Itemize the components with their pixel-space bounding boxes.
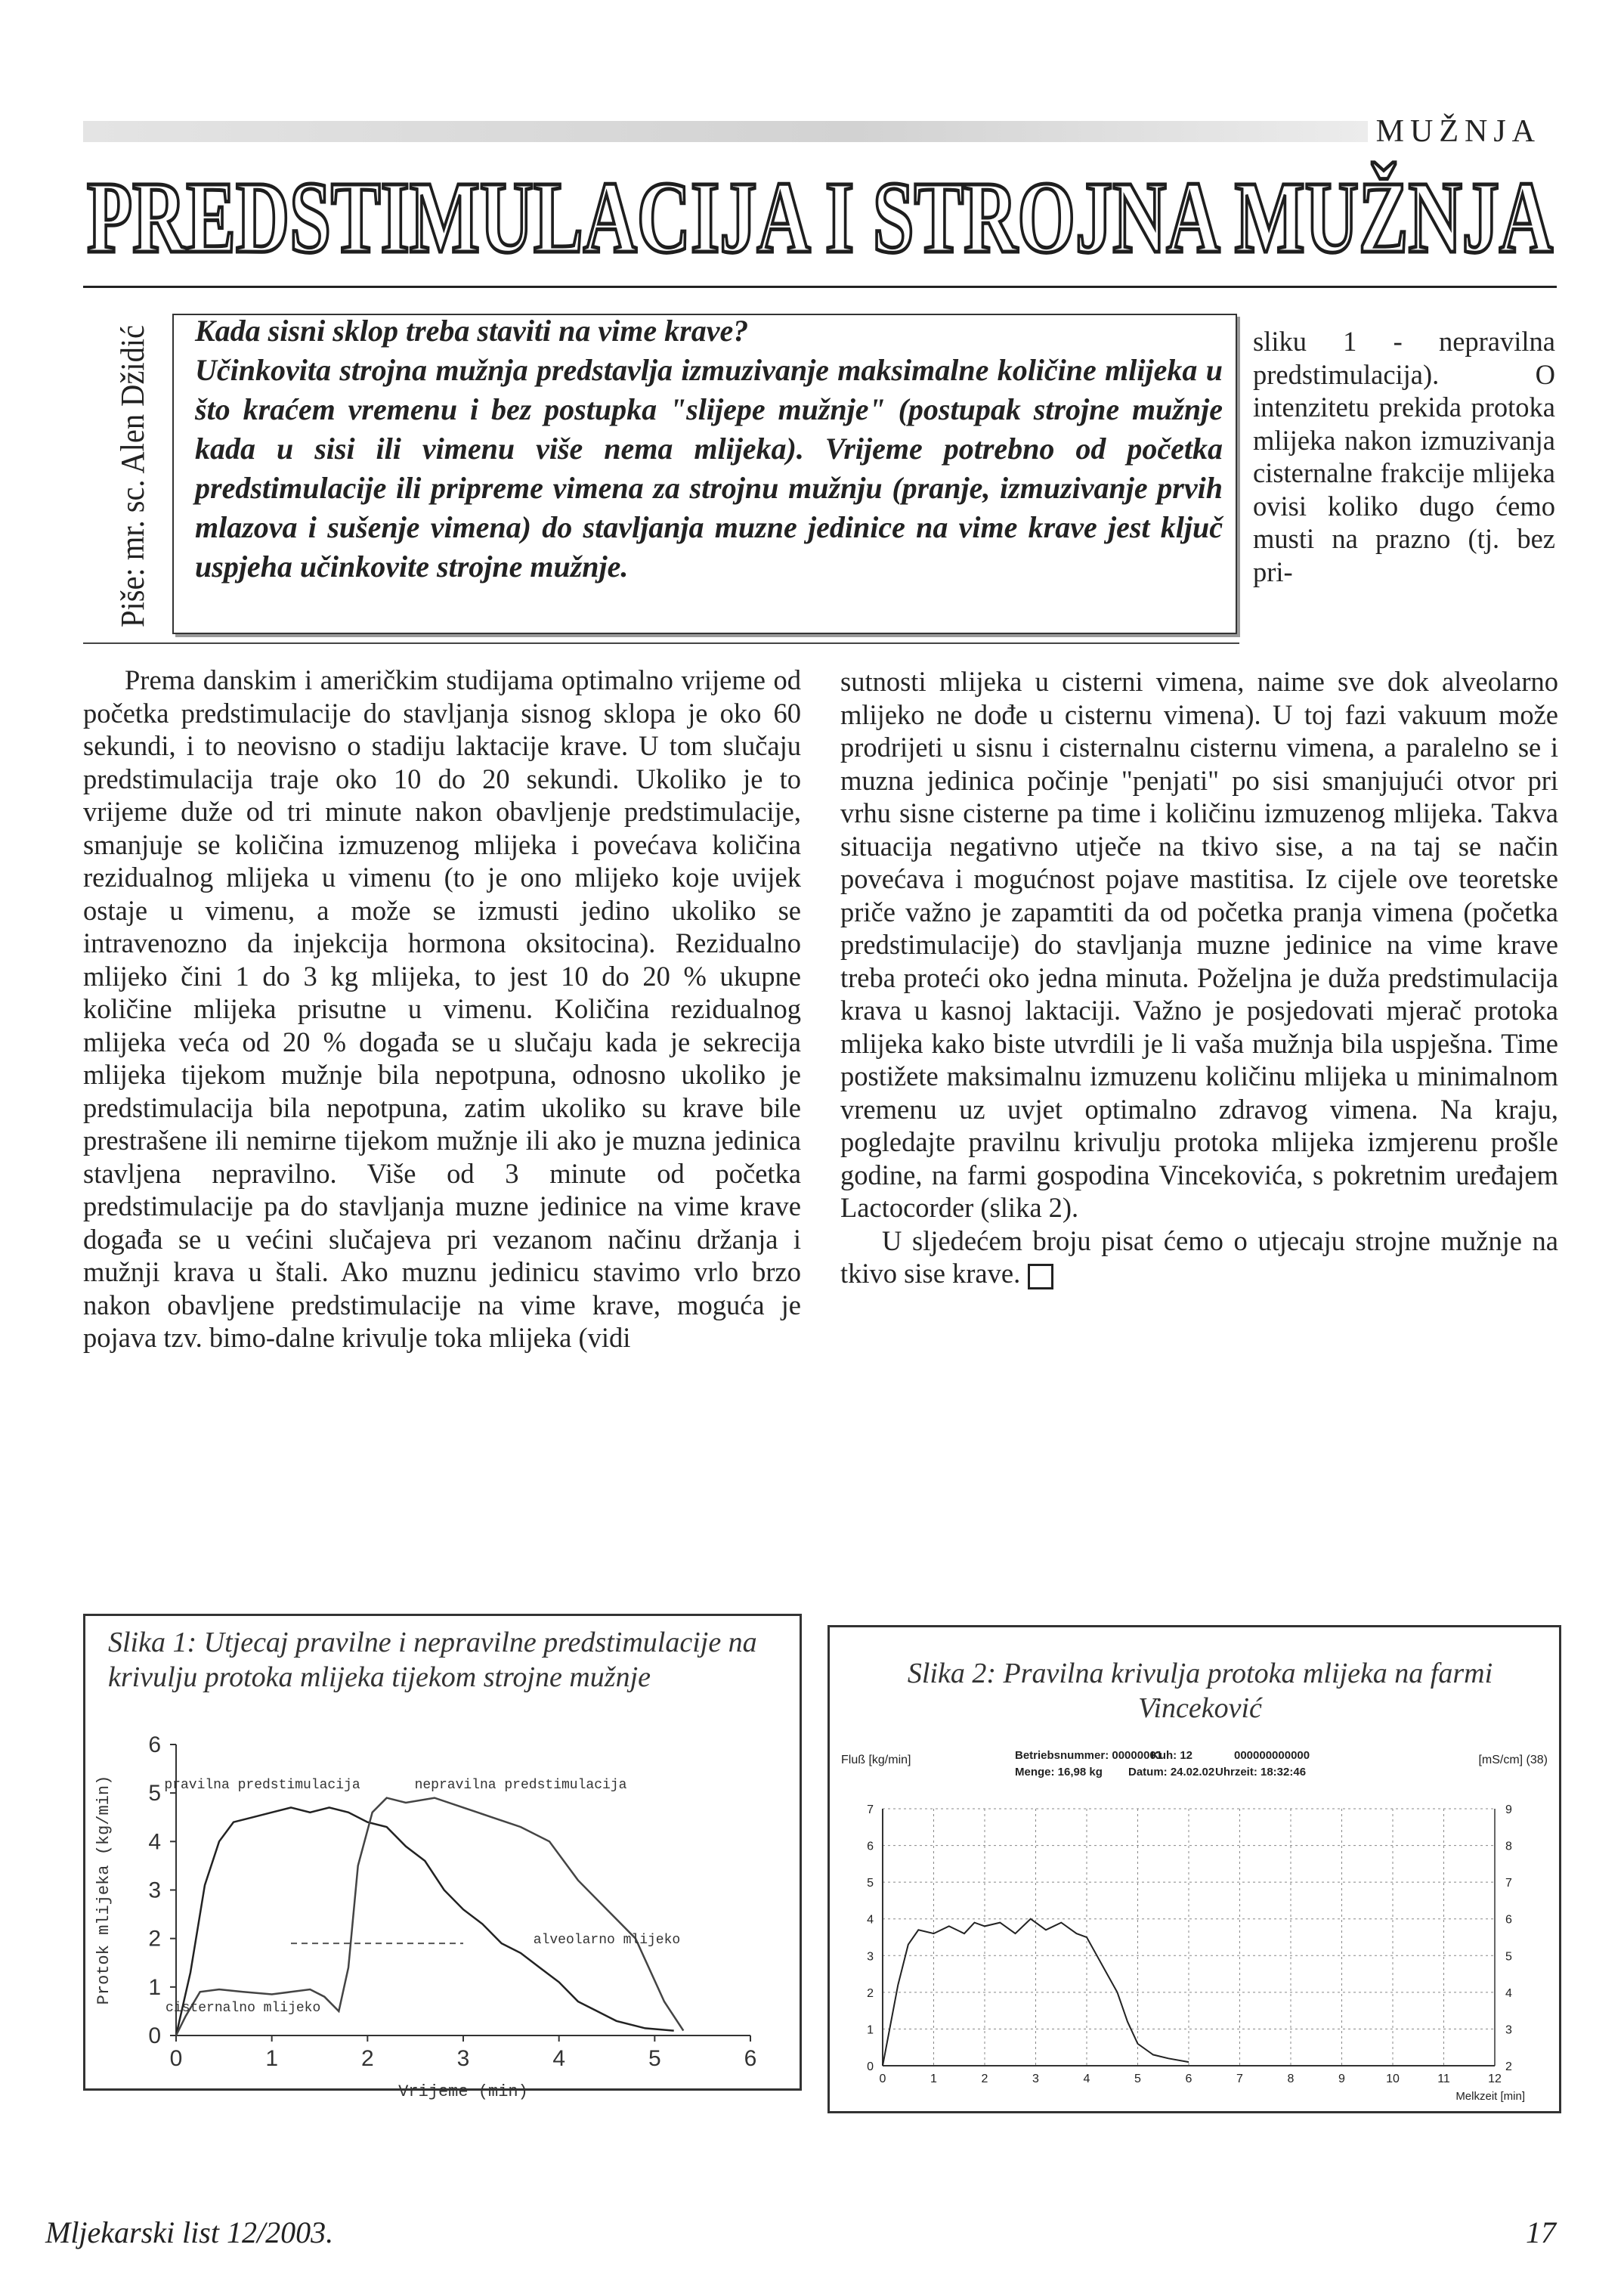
chart2-x-tick-label: 10 <box>1386 2073 1400 2085</box>
section-rule <box>83 642 1239 644</box>
chart1-x-tick-label: 4 <box>552 2046 566 2071</box>
chart1-x-tick-label: 6 <box>744 2046 757 2071</box>
chart1-x-tick-label: 0 <box>169 2046 183 2071</box>
chart2-header-text: Kuh: 12 <box>1151 1749 1193 1762</box>
main-title-text: PREDSTIMULACIJA I STROJNA MUŽNJA <box>87 161 1553 274</box>
chart2-y2-tick-label: 2 <box>1505 2060 1512 2073</box>
body-right-top: sliku 1 - nepravilna predstimulacija). O intenzitetu prekida protoka mlijeka nakon izmuzivanja cisternalne frakcije mlijeka ovisi koliko dugo ćemo musti na prazno (tj. bez pri- <box>1253 326 1555 587</box>
chart1-series-line <box>176 1798 683 2035</box>
figure-1-caption-label: Slika 1: <box>108 1627 197 1658</box>
chart2-y-axis-label: Fluß [kg/min] <box>841 1754 911 1766</box>
body-left-column: Prema danskim i američkim studijama optimalno vrijeme od početka predstimulacije do stavljanja sisnog sklopa je oko 60 sekundi, i to neovisno o stadiju laktacije krave. U tom slučaju predstimulacija traje oko 10 do 20 sekundi. Ukoliko je to vrijeme duže od tri minute nakon obavljenje predstimulacije, smanjuje se količina izmuzenog mlijeka i povećava količina rezidualnog mlijeka u vimenu (to je ono mlijeko koje uvijek ostaje u vimenu, a može se izmusti jedino ukoliko se intravenozno da injekcija hormona oksitocina). Rezidualno mlijeko čini 1 do 3 kg mlijeka, to jest 10 do 20 % ukupne količine mlijeka prisutne u vimenu. Količina rezidualnog mlijeka veća od 20 % događa se u slučaju kada je sekrecija mlijeka tijekom mužnje bila nepotpuna, odnosno ukoliko je predstimulacija bila nepotpuna, zatim ukoliko su krave bile prestrašene ili nemirne tijekom mužnje ili ako je muzna jedinica stavljena nepravilno. Više od 3 minute od početka predstimulacije pa do stavljanja muzne jedinice na vime krave događa se u većini slučajeva pri vezanom načinu držanja i mužnji krava u štali. Ako muznu jedinicu stavimo vrlo brzo nakon obavljene predstimulacije na vime krave, moguća je pojava tzv. bimo-dalne krivulje toka mlijeka (vidi <box>83 664 801 1353</box>
figure-2-chart <box>830 1741 1555 2107</box>
author-text: Piše: mr. sc. Alen Džidić <box>114 298 151 627</box>
chart1-y-tick-label: 6 <box>148 1732 161 1757</box>
chart2-y-tick-label: 4 <box>867 1913 874 1927</box>
chart1-x-axis-label: Vrijeme (min) <box>398 2082 528 2101</box>
chart2-y-tick-label: 7 <box>867 1803 874 1816</box>
chart2-header-text: Menge: 16,98 kg <box>1015 1766 1103 1779</box>
chart2-y2-tick-label: 9 <box>1505 1803 1512 1816</box>
chart1-y-axis-label: Protok mlijeka (kg/min) <box>94 1775 113 2005</box>
chart1-annotation: nepravilna predstimulacija <box>414 1777 627 1793</box>
chart1-x-tick-label: 5 <box>648 2046 661 2071</box>
chart2-x-tick-label: 3 <box>1032 2073 1039 2085</box>
chart2-x-tick-label: 0 <box>879 2073 886 2085</box>
chart2-x-tick-label: 11 <box>1437 2073 1450 2085</box>
chart2-header-text: Datum: 24.02.02 <box>1128 1766 1215 1779</box>
chart2-header-text: Uhrzeit: 18:32:46 <box>1215 1766 1307 1779</box>
chart1-y-tick-label: 0 <box>148 2023 161 2048</box>
figure-2-caption-label: Slika 2: <box>907 1658 996 1689</box>
chart1-annotation: pravilna predstimulacija <box>164 1777 360 1793</box>
chart2-y-tick-label: 6 <box>867 1840 874 1853</box>
chart2-x-tick-label: 12 <box>1488 2073 1502 2085</box>
chart2-y2-tick-label: 8 <box>1505 1840 1512 1853</box>
chart1-x-tick-label: 2 <box>360 2046 374 2071</box>
footer-page-number: 17 <box>1526 2215 1556 2249</box>
end-mark-icon <box>1028 1264 1053 1289</box>
chart2-y2-tick-label: 6 <box>1505 1913 1512 1927</box>
chart2-x-axis-label: Melkzeit [min] <box>1455 2090 1525 2103</box>
chart1-y-tick-label: 3 <box>148 1878 161 1903</box>
chart2-x-tick-label: 8 <box>1287 2073 1295 2085</box>
section-label: MUŽNJA <box>1375 114 1541 149</box>
chart2-x-tick-label: 2 <box>981 2073 988 2085</box>
chart2-y-tick-label: 1 <box>867 2023 874 2037</box>
chart2-y2-axis-label: [mS/cm] (38) <box>1478 1754 1548 1766</box>
header-bar <box>83 121 1368 142</box>
chart2-x-tick-label: 5 <box>1134 2073 1141 2085</box>
chart2-x-tick-label: 6 <box>1185 2073 1192 2085</box>
figure-1-chart <box>85 1729 796 2101</box>
chart2-y2-tick-label: 7 <box>1505 1877 1512 1890</box>
chart2-header-text: 000000000000 <box>1234 1749 1310 1762</box>
body-right-paragraph-1: sutnosti mlijeka u cisterni vimena, naime sve dok alveolarno mlijeko ne dođe u cisternu vimena). U toj fazi vakuum može prodrijeti u sisnu i cisternalnu cisternu vimena, a paralelno se i muzna jedinica počinje "penjati" po sisi smanjujući otvor pri vrhu sisne cisterne pa time i količinu izmuzenog mlijeka. Takva situacija negativno utječe na tkivo sise, a na taj se način povećava i mogućnost pojave mastitisa. Iz cijele ove teoretske priče važno je zapamtiti da od početka pranja vimena (početka predstimulacije) do stavljanja muzne jedinice na vime krave treba proteći oko jedna minuta. Poželjna je duža predstimulacija krava u kasnoj laktaciji. Važno je posjedovati mjerač protoka mlijeka kako biste utvrdili je li vaša mužnja bila uspješna. Time postižete maksimalnu izmuzenu količinu mlijeka u minimalnom vremenu uz uvjet optimalno zdravog vimena. Na kraju, pogledajte pravilnu krivulju protoka mlijeka izmjerenu prošle godine, na farmi gospodina Vincekovića, s pokretnim uređajem Lactocorder (slika 2). <box>840 666 1558 1223</box>
chart2-y2-tick-label: 3 <box>1505 2023 1512 2037</box>
chart2-y2-tick-label: 5 <box>1505 1950 1512 1964</box>
chart1-y-tick-label: 2 <box>148 1926 161 1952</box>
figure-2-caption <box>875 1656 1525 1726</box>
lead-question: Kada sisni sklop treba staviti na vime krave? <box>195 314 749 348</box>
author-byline <box>98 298 166 635</box>
figure-2 <box>827 1625 1561 2113</box>
figure-1 <box>83 1614 802 2101</box>
chart2-x-tick-label: 9 <box>1338 2073 1345 2085</box>
chart1-y-tick-label: 5 <box>148 1781 161 1806</box>
chart2-header-text: Betriebsnummer: 00000001 <box>1015 1749 1163 1762</box>
chart1-y-tick-label: 4 <box>148 1829 161 1855</box>
chart2-x-tick-label: 7 <box>1236 2073 1243 2085</box>
chart2-y2-tick-label: 4 <box>1505 1986 1512 2000</box>
body-right-paragraph-2 <box>840 1224 1558 1290</box>
chart2-y-tick-label: 5 <box>867 1877 874 1890</box>
chart1-x-tick-label: 3 <box>456 2046 470 2071</box>
body-right-column <box>840 665 1558 1290</box>
lead-body: Učinkovita strojna mužnja predstavlja izmuzivanje maksimalne količine mlijeka u što kraćem vremenu i bez postupka "slijepe mužnje" (postupak strojne mužnje kada u sisi ili vimenu više nema mlijeka). Vrijeme potrebno od početka predstimulacije ili pripreme vimena za strojnu mužnju (pranje, izmuzivanje prvih mlazova i sušenje vimena) do stavljanja muzne jedinice na vime krave jest ključ uspjeha učinkovite strojne mužnje. <box>195 353 1223 584</box>
chart2-y-tick-label: 2 <box>867 1986 874 2000</box>
lead-text <box>195 311 1223 587</box>
footer-journal: Mljekarski list 12/2003. <box>45 2215 334 2249</box>
figure-1-caption-text: Utjecaj pravilne i nepravilne predstimulacije na krivulju protoka mlijeka tijekom strojne mužnje <box>108 1627 757 1693</box>
chart1-y-tick-label: 1 <box>148 1974 161 2000</box>
figure-2-caption-text: Pravilna krivulja protoka mlijeka na farmi Vinceković <box>1003 1658 1493 1724</box>
chart2-y-tick-label: 0 <box>867 2060 874 2073</box>
chart1-x-tick-label: 1 <box>265 2046 279 2071</box>
chart2-x-tick-label: 1 <box>930 2073 937 2085</box>
chart1-annotation: alveolarno mlijeko <box>533 1933 681 1949</box>
main-title <box>83 155 1557 276</box>
chart1-annotation: cisternalno mlijeko <box>165 2000 321 2016</box>
title-rule <box>83 286 1557 288</box>
figure-1-caption <box>108 1625 773 1695</box>
chart2-y-tick-label: 3 <box>867 1950 874 1964</box>
body-right-paragraph-2-text: U sljedećem broju pisat ćemo o utjecaju strojne mužnje na tkivo sise krave. <box>840 1224 1558 1289</box>
chart2-x-tick-label: 4 <box>1083 2073 1090 2085</box>
